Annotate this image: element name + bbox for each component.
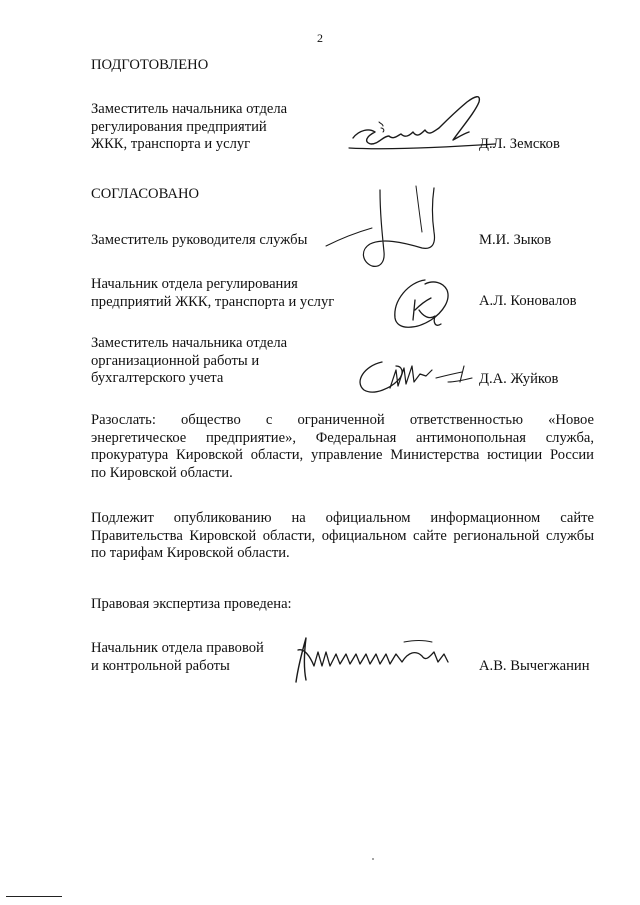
role-line: организационной работы и — [91, 352, 260, 369]
agreed-signer-1-role — [91, 232, 351, 250]
paragraph-line: энергетическое предприятие», Федеральная антимонопольная служба, — [91, 429, 594, 446]
agreed-heading: СОГЛАСОВАНО — [91, 186, 200, 202]
paragraph-line: Правительства Кировской области, официальном сайте региональной службы — [91, 527, 594, 544]
page-number: 2 — [317, 31, 323, 45]
agreed-signer-2-name: А.Л. Коновалов — [479, 293, 577, 309]
distribution-paragraph — [91, 412, 594, 482]
paragraph-line: Подлежит опубликованию на официальном информационном сайте — [91, 510, 594, 526]
signature-zykov — [322, 182, 472, 282]
agreed-signer-2-role — [91, 276, 371, 311]
paragraph-line: по тарифам Кировской области. — [91, 545, 290, 561]
role-line: предприятий ЖКК, транспорта и услуг — [91, 293, 335, 310]
agreed-signer-3-role — [91, 335, 351, 388]
role-line: ЖКК, транспорта и услуг — [91, 136, 251, 152]
signature-zhuikov — [352, 352, 480, 400]
legal-review-name: А.В. Вычегжанин — [479, 658, 590, 674]
role-line: бухгалтерского учета — [91, 370, 224, 386]
signature-vychegzhanin — [284, 630, 464, 688]
agreed-signer-1-name: М.И. Зыков — [479, 232, 552, 248]
role-line: Начальник отдела правовой — [91, 640, 264, 656]
paragraph-line: прокуратура Кировской области, управление Министерства юстиции России — [91, 447, 594, 463]
role-line: и контрольной работы — [91, 657, 230, 674]
role-line: Заместитель начальника отдела — [91, 335, 288, 351]
role-line: Начальник отдела регулирования — [91, 276, 298, 292]
paragraph-line: по Кировской области. — [91, 464, 233, 481]
role-line: Заместитель начальника отдела — [91, 101, 288, 117]
scan-dot — [372, 858, 374, 860]
prepared-heading: ПОДГОТОВЛЕНО — [91, 57, 209, 73]
footer-rule — [6, 896, 62, 897]
prepared-name: Д.Л. Земсков — [479, 136, 560, 152]
legal-review-heading: Правовая экспертиза проведена: — [91, 596, 292, 612]
paragraph-line: Разослать: общество с ограниченной ответственностью «Новое — [91, 412, 594, 428]
signature-konovalov — [385, 272, 465, 336]
role-line: регулирования предприятий — [91, 118, 267, 135]
publication-paragraph — [91, 510, 594, 563]
prepared-role — [91, 101, 351, 154]
agreed-signer-3-name: Д.А. Жуйков — [479, 371, 559, 387]
role-line: Заместитель руководителя службы — [91, 232, 308, 248]
